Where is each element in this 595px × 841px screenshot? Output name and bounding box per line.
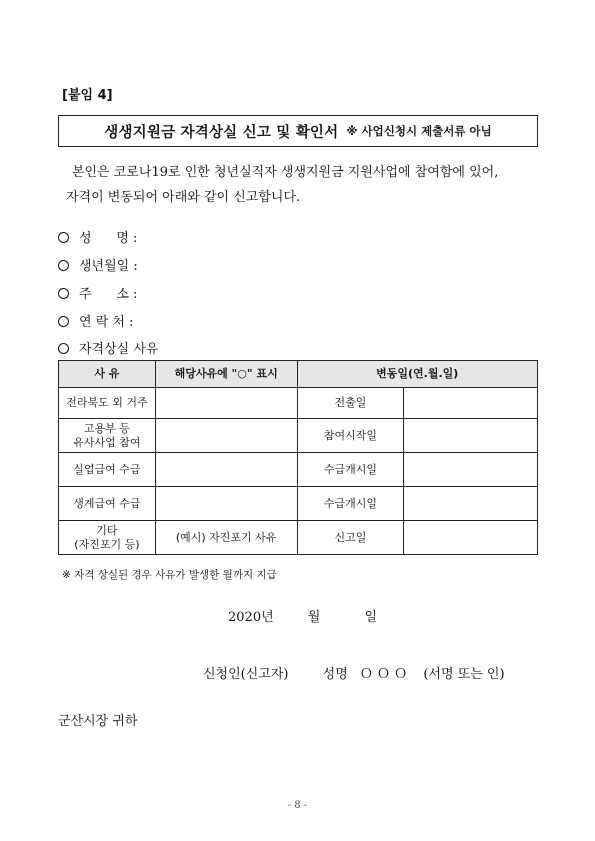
date-label-cell: 수급개시일 [297,487,404,521]
date-label-cell: 수급개시일 [297,453,404,487]
reason-line-2: 유사사업 참여 [73,435,141,449]
reason-cell: 실업급여 수급 [59,453,156,487]
document-title-box [58,115,538,147]
reason-cell: 전라북도 외 거주 [59,388,156,419]
name-label: 성명 [322,667,348,682]
circle-bullet-icon [58,232,69,243]
field-loss-reason-label: 자격상실 사유 [79,342,159,357]
date-label-cell: 참여시작일 [297,419,404,453]
date-line [228,606,377,625]
date-label-cell: 전출일 [297,388,404,419]
header-mark: 해당사유에 "○" 표시 [155,361,297,388]
mark-cell[interactable] [155,487,297,521]
date-year: 2020년 [228,610,274,625]
mark-cell[interactable] [155,419,297,453]
date-value-cell[interactable] [404,487,538,521]
intro-line-2: 자격이 변동되어 아래와 같이 신고합니다. [66,190,301,205]
date-month: 월 [307,610,321,625]
intro-line-1: 본인은 코로나19로 인한 청년실직자 생생지원금 지원사업에 참여함에 있어, [72,165,499,180]
date-value-cell[interactable] [404,453,538,487]
circle-bullet-icon [58,288,69,299]
circle-bullet-icon [58,316,69,327]
table-row [59,453,538,487]
sign-note: (서명 또는 인) [423,667,505,682]
date-value-cell[interactable] [404,419,538,453]
document-title: 생생지원금 자격상실 신고 및 확인서 [104,124,339,141]
field-name [58,227,137,246]
addressee: 군산시장 귀하 [58,714,138,729]
reason-line-2: (자진포기 등) [74,537,140,551]
reason-table [58,360,538,555]
table-row [59,419,538,453]
field-loss-reason [58,338,158,357]
header-change-date: 변동일(연.월.일) [297,361,538,388]
field-name-label: 성 명 : [79,231,138,246]
reason-cell [59,419,156,453]
attachment-label: [붙임 4] [62,88,113,103]
reason-line-1: 고용부 등 [83,421,130,435]
table-row [59,521,538,555]
field-birthdate [58,255,138,274]
reason-cell [59,521,156,555]
signature-line [203,663,505,682]
applicant-label: 신청인(신고자) [203,667,289,682]
table-row [59,487,538,521]
date-label-cell: 신고일 [297,521,404,555]
field-contact-label: 연 락 처 : [79,315,134,330]
field-address-label: 주 소 : [79,287,138,302]
intro-paragraph [62,160,542,210]
circle-bullet-icon [58,343,69,354]
reason-cell: 생계급여 수급 [59,487,156,521]
date-day: 일 [364,610,378,625]
mark-cell[interactable] [155,388,297,419]
date-value-cell[interactable] [404,521,538,555]
mark-cell[interactable]: (예시) 자진포기 사유 [155,521,297,555]
reason-line-1: 기타 [96,523,118,537]
title-note: ※ 사업신청시 제출서류 아님 [346,124,492,138]
circle-bullet-icon [58,260,69,271]
footnote: ※ 자격 상실된 경우 사유가 발생한 월까지 지급 [62,569,277,581]
name-placeholder[interactable]: Ｏ Ｏ Ｏ [359,667,408,682]
mark-cell[interactable] [155,453,297,487]
field-birthdate-label: 생년월일 : [79,259,138,274]
date-value-cell[interactable] [404,388,538,419]
field-contact [58,311,133,330]
table-row [59,388,538,419]
field-address [58,283,137,302]
header-reason: 사 유 [59,361,156,388]
table-header-row [59,361,538,388]
page-number: - 8 - [287,800,308,811]
